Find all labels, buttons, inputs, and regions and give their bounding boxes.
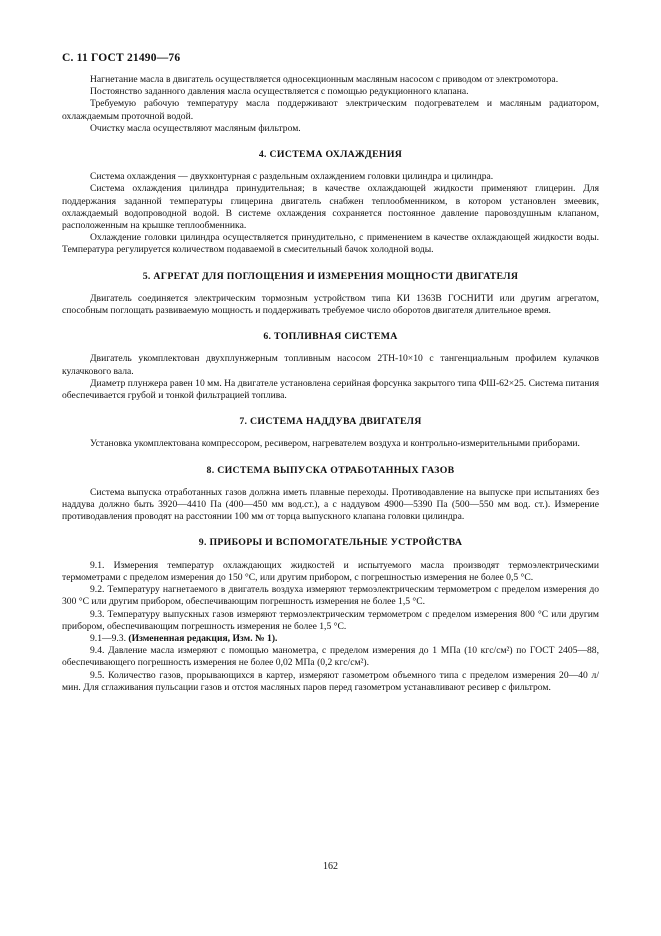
paragraph: Двигатель соединяется электрическим тормозным устройством типа КИ 1363В ГОСНИТИ или другим агрегатом, способным поглощать развиваемую мощность и поддерживать требуемое число оборотов двигателя длительное время. xyxy=(62,292,599,317)
paragraph-9-5: 9.5. Количество газов, прорывающихся в картер, измеряют газометром объемного типа с пределом измерения 20—40 л/мин. Для сглаживания пульсации газов и отстоя масляных паров перед газометром устанавливают ресивер с фильтром. xyxy=(62,669,599,693)
paragraph-9-2: 9.2. Температуру нагнетаемого в двигатель воздуха измеряют термоэлектрическим термометром с пределом измерения до 300 °С или другим прибором, обеспечивающим погрешность измерения не более 1,5 °С. xyxy=(62,584,599,608)
section-title-7: 7. СИСТЕМА НАДДУВА ДВИГАТЕЛЯ xyxy=(239,416,422,428)
section-title-8: 8. СИСТЕМА ВЫПУСКА ОТРАБОТАННЫХ ГАЗОВ xyxy=(206,464,455,476)
amendment-note xyxy=(62,633,599,645)
paragraph: Охлаждение головки цилиндра осуществляется принудительно, с применением в качестве охлаждающей жидкости воды. Температура регулируется количеством подаваемой в смесительный бачок холодной воды. xyxy=(62,232,599,256)
section-title-5: 5. АГРЕГАТ ДЛЯ ПОГЛОЩЕНИЯ И ИЗМЕРЕНИЯ МОЩНОСТИ ДВИГАТЕЛЯ xyxy=(142,270,519,282)
paragraph: Установка укомплектована компрессором, ресивером, нагревателем воздуха и контрольно-измерительными приборами. xyxy=(90,438,580,450)
paragraph: Диаметр плунжера равен 10 мм. На двигателе установлена серийная форсунка закрытого типа ФШ-62×25. Система питания обеспечивается грубой и тонкой фильтрацией топлива. xyxy=(62,377,599,402)
page-header: С. 11 ГОСТ 21490—76 xyxy=(62,52,181,64)
paragraph: Двигатель укомплектован двухплунжерным топливным насосом 2ТН-10×10 с тангенциальным профилем кулачков кулачкового вала. xyxy=(62,353,599,377)
paragraph: Нагнетание масла в двигатель осуществляется односекционным масляным насосом с приводом от электромотора. xyxy=(90,74,559,85)
paragraph: Система охлаждения — двухконтурная с раздельным охлаждением головки цилиндра и цилиндра. xyxy=(90,171,494,183)
amendment-clauses: 9.1—9.3. xyxy=(90,632,126,644)
section-title-4: 4. СИСТЕМА ОХЛАЖДЕНИЯ xyxy=(258,149,403,161)
section-title-9: 9. ПРИБОРЫ И ВСПОМОГАТЕЛЬНЫЕ УСТРОЙСТВА xyxy=(198,537,463,549)
paragraph: Система выпуска отработанных газов должна иметь плавные переходы. Противодавление на выпуске при испытаниях без наддува должно быть 3920—4410 Па (400—450 мм вод.ст.), а с наддувом 4900—5390 Па (500—550 мм вод. ст.). Измерение противодавления проводят на расстоянии 100 мм от торца выпускного клапана головки цилиндра. xyxy=(62,486,599,523)
page-number: 162 xyxy=(323,861,338,872)
paragraph: Требуемую рабочую температуру масла поддерживают электрическим подогревателем и масляным радиатором, охлаждаемым проточной водой. xyxy=(62,98,599,122)
paragraph-9-3: 9.3. Температуру выпускных газов измеряют термоэлектрическим термометром с пределом измерения 800 °С или другим прибором, обеспечивающим погрешность измерения не более 1,5 °С. xyxy=(62,608,599,632)
amendment-label: (Измененная редакция, Изм. № 1). xyxy=(128,632,278,644)
paragraph-9-1: 9.1. Измерения температур охлаждающих жидкостей и испытуемого масла производят термоэлектрическими термометрами с пределом измерения до 150 °С, или другим прибором, с погрешностью измерения не более 0,5 °С. xyxy=(62,559,599,583)
section-title-6: 6. ТОПЛИВНАЯ СИСТЕМА xyxy=(263,331,398,343)
paragraph: Система охлаждения цилиндра принудительная; в качестве охлаждающей жидкости применяют глицерин. Для поддержания заданной температуры глицерина двигатель снабжен теплообменником, в котором установлен змеевик, охлаждаемый водопроводной водой. В системе охлаждения сохраняется постоянное давление паровоздушным клапаном, расположенным на крышке теплообменника. xyxy=(62,183,599,232)
paragraph: Очистку масла осуществляют масляным фильтром. xyxy=(90,122,301,134)
paragraph: Постоянство заданного давления масла осуществляется с помощью редукционного клапана. xyxy=(90,86,469,98)
paragraph-9-4: 9.4. Давление масла измеряют с помощью манометра, с пределом измерения до 1 МПа (10 кгс/см²) по ГОСТ 2405—88, обеспечивающего погрешность измерения не более 0,02 МПа (0,2 кгс/см²). xyxy=(62,645,599,669)
document-body xyxy=(62,74,599,694)
